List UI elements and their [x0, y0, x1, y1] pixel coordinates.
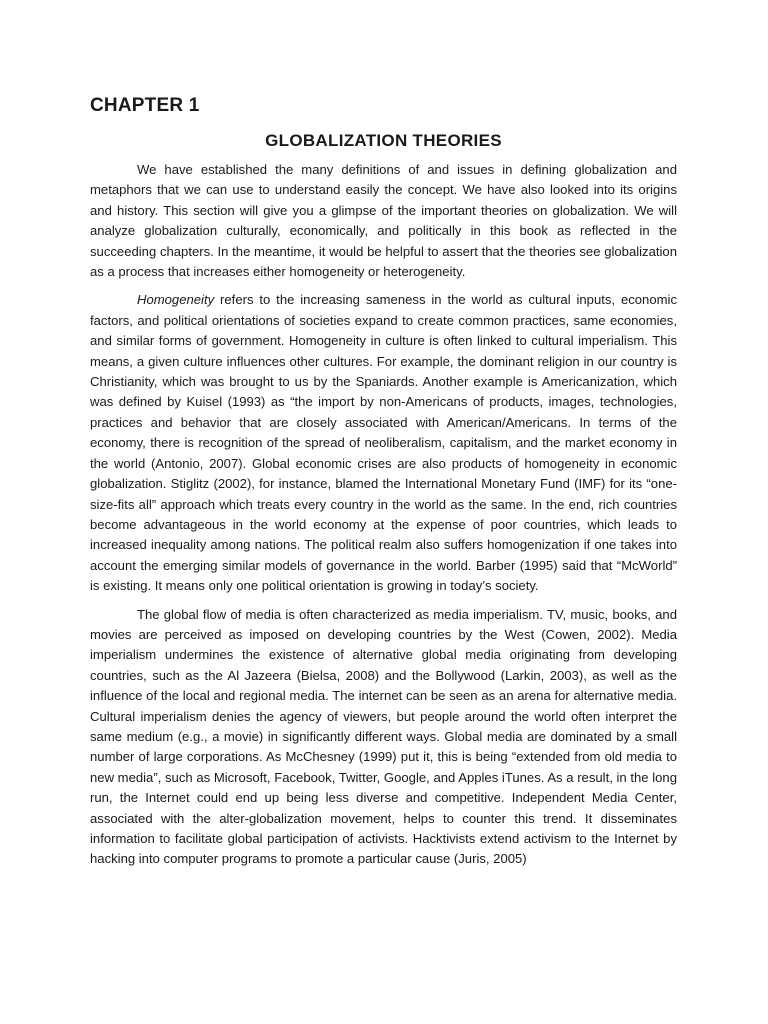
homogeneity-term: Homogeneity [137, 292, 215, 308]
chapter-label: CHAPTER 1 [90, 95, 200, 116]
paragraph-media-imperialism [90, 605, 677, 870]
paragraph-homogeneity-text: refers to the increasing sameness in the world as cultural inputs, economic factors, and political orientations of societies expand to create common practices, same economies, and similar forms of government. Homogeneity in culture is often linked to cultural imperialism. This means, a given culture influences other cultures. For example, the dominant religion in our country is Christianity, which was brought to us by the Spaniards. Another example is Americanization, which was defined by Kuisel (1993) as “the import by non-Americans of products, images, technologies, practices and behavior that are closely associated with American/Americans. In terms of the economy, there is recognition of the spread of neoliberalism, capitalism, and the market economy in the world (Antonio, 2007). Global economic crises are also products of homogeneity in economic globalization. Stiglitz (2002), for instance, blamed the International Monetary Fund (IMF) for its “one-size-fits all” approach which treats every country in the world as the same. In the end, rich countries become advantageous in the world economy at the expense of poor countries, which leads to increased inequality among nations. The political realm also suffers homogenization if one takes into account the emerging similar models of governance in the world. Barber (1995) said that “McWorld” is existing. It means only one political orientation is growing in today’s society. [90, 292, 677, 594]
paragraph-media-imperialism-text: The global flow of media is often characterized as media imperialism. TV, music, books, and movies are perceived as imposed on developing countries by the West (Cowen, 2002). Media imperialism undermines the existence of alternative global media originating from developing countries, such as the Al Jazeera (Bielsa, 2008) and the Bollywood (Larkin, 2003), as well as the influence of the local and regional media. The internet can be seen as an arena for alternative media. Cultural imperialism denies the agency of viewers, but people around the world often interpret the same medium (e.g., a movie) in significantly different ways. Global media are dominated by a small number of large corporations. As McChesney (1999) put it, this is being “extended from old media to new media”, such as Microsoft, Facebook, Twitter, Google, and Apples iTunes. As a result, in the long run, the Internet could end up being less diverse and competitive. Independent Media Center, associated with the alter-globalization movement, helps to counter this trend. It disseminates information to facilitate global participation of activists. Hacktivists extend activism to the Internet by hacking into computer programs to promote a particular cause (Juris, 2005) [90, 606, 677, 867]
paragraph-homogeneity [90, 290, 677, 596]
paragraph-intro [90, 160, 677, 282]
paragraph-intro-text: We have established the many definitions of and issues in defining globalization and metaphors that we can use to understand easily the concept. We have also looked into its origins and history. This section will give you a glimpse of the important theories on globalization. We will analyze globalization culturally, economically, and politically in this book as reflected in the succeeding chapters. In the meantime, it would be helpful to assert that the theories see globalization as a process that increases either homogeneity or heterogeneity. [90, 162, 677, 280]
chapter-title: GLOBALIZATION THEORIES [265, 131, 502, 150]
page-content [90, 92, 677, 878]
